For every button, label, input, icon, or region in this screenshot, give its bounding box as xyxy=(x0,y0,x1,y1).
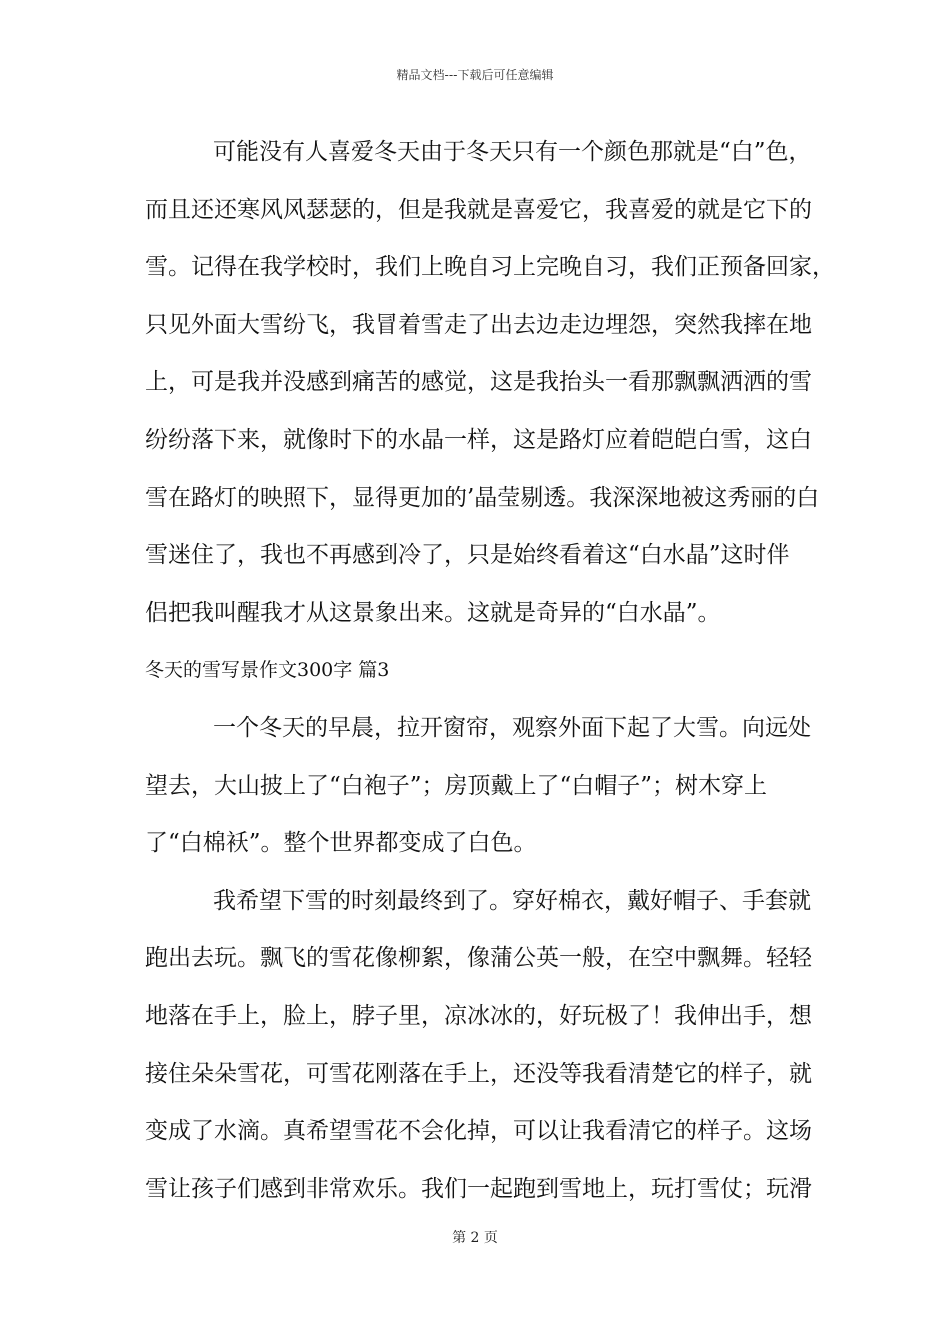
section-heading: 冬天的雪写景作文300字 篇3 xyxy=(145,659,390,682)
paragraph-line: 一个冬天的早晨，拉开窗帘，观察外面下起了大雪。向远处 xyxy=(213,714,811,741)
paragraph-line: 跑出去玩。飘飞的雪花像柳絮，像蒲公英一般，在空中飘舞。轻轻 xyxy=(145,945,812,972)
paragraph-line: 接住朵朵雪花，可雪花刚落在手上，还没等我看清楚它的样子，就 xyxy=(145,1060,812,1087)
page-number: 第 2 页 xyxy=(452,1230,498,1246)
document-body xyxy=(145,130,835,1224)
paragraph-3 xyxy=(145,879,817,1225)
paragraph-line: 雪。记得在我学校时，我们上晚自习上完晚自习，我们正预备回家， xyxy=(145,254,835,281)
paragraph-1 xyxy=(145,130,835,648)
paragraph-line: 纷纷落下来，就像时下的水晶一样，这是路灯应着皑皑白雪，这白 xyxy=(145,426,812,453)
paragraph-line: 上，可是我并没感到痛苦的感觉，这是我抬头一看那飘飘洒洒的雪 xyxy=(145,369,812,396)
paragraph-line: 我希望下雪的时刻最终到了。穿好棉衣，戴好帽子、手套就 xyxy=(213,887,811,914)
paragraph-line: 雪在路灯的映照下，显得更加的’晶莹剔透。我深深地被这秀丽的白 xyxy=(145,484,820,511)
paragraph-line: 侣把我叫醒我才从这景象出来。这就是奇异的“白水晶”。 xyxy=(145,599,721,626)
paragraph-line: 地落在手上，脸上，脖子里，凉冰冰的，好玩极了！我伸出手，想 xyxy=(145,1002,812,1029)
paragraph-line: 只见外面大雪纷飞，我冒着雪走了出去边走边埋怨，突然我摔在地 xyxy=(145,311,812,338)
paragraph-line: 雪迷住了，我也不再感到冷了，只是始终看着这“白水晶”这时伴 xyxy=(145,542,790,569)
page-header: 精品文档---下载后可任意编辑 xyxy=(396,68,554,82)
paragraph-line: 雪让孩子们感到非常欢乐。我们一起跑到雪地上，玩打雪仗；玩滑 xyxy=(145,1175,812,1202)
paragraph-line: 望去，大山披上了“白袍子”；房顶戴上了“白帽子”；树木穿上 xyxy=(145,772,768,799)
paragraph-2 xyxy=(145,706,817,879)
paragraph-line: 可能没有人喜爱冬天由于冬天只有一个颜色那就是“白”色， xyxy=(213,139,812,165)
paragraph-line: 了“白棉袄”。整个世界都变成了白色。 xyxy=(145,830,537,857)
paragraph-line: 而且还还寒风风瑟瑟的，但是我就是喜爱它，我喜爱的就是它下的 xyxy=(145,196,812,223)
paragraph-line: 变成了水滴。真希望雪花不会化掉，可以让我看清它的样子。这场 xyxy=(145,1118,812,1145)
